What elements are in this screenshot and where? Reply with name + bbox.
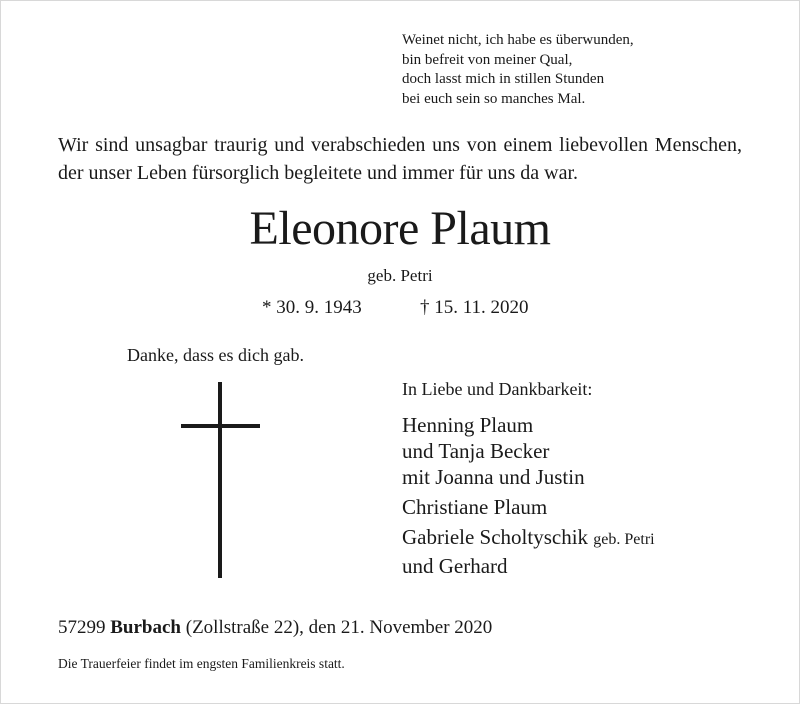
mourner-line: und Tanja Becker bbox=[402, 439, 550, 463]
mourner-group bbox=[402, 412, 655, 490]
death-date: † 15. 11. 2020 bbox=[420, 297, 529, 318]
postcode: 57299 bbox=[58, 617, 106, 638]
maiden-name: geb. Petri bbox=[367, 266, 433, 285]
place-date-line bbox=[58, 616, 492, 640]
mourners-list bbox=[402, 412, 655, 583]
poem-line: bin befreit von meiner Qual, bbox=[402, 51, 573, 68]
intro-text: Wir sind unsagbar traurig und verabschieden uns von einem liebevollen Menschen, der unser Leben fürsorglich begleitete und immer für uns da war. bbox=[58, 134, 742, 184]
poem-line: bei euch sein so manches Mal. bbox=[402, 90, 586, 107]
mourner-line: Henning Plaum bbox=[402, 413, 534, 437]
poem bbox=[402, 31, 634, 109]
mourner-group bbox=[402, 524, 655, 579]
thanks-line: Danke, dass es dich gab. bbox=[127, 345, 304, 365]
town: Burbach bbox=[110, 617, 181, 638]
mourner-line: und Gerhard bbox=[402, 554, 508, 578]
mourners-heading: In Liebe und Dankbarkeit: bbox=[402, 379, 593, 399]
mourner-line bbox=[402, 524, 655, 553]
birth-date: * 30. 9. 1943 bbox=[262, 297, 362, 318]
poem-line: Weinet nicht, ich habe es überwunden, bbox=[402, 32, 634, 48]
deceased-name: Eleonore Plaum bbox=[249, 202, 551, 255]
cross-horizontal-bar bbox=[181, 424, 260, 428]
address-date: (Zollstraße 22), den 21. November 2020 bbox=[185, 617, 493, 638]
mourner-name: Gabriele Scholtyschik bbox=[402, 525, 589, 549]
mourner-maiden-name: geb. Petri bbox=[593, 531, 655, 548]
poem-line: doch lasst mich in stillen Stunden bbox=[402, 71, 605, 87]
cross-vertical-bar bbox=[218, 382, 222, 578]
mourner-group bbox=[402, 494, 655, 520]
mourner-line: Christiane Plaum bbox=[402, 495, 548, 519]
funeral-note: Die Trauerfeier findet im engsten Familienkreis statt. bbox=[58, 656, 345, 671]
mourner-line: mit Joanna und Justin bbox=[402, 465, 585, 489]
